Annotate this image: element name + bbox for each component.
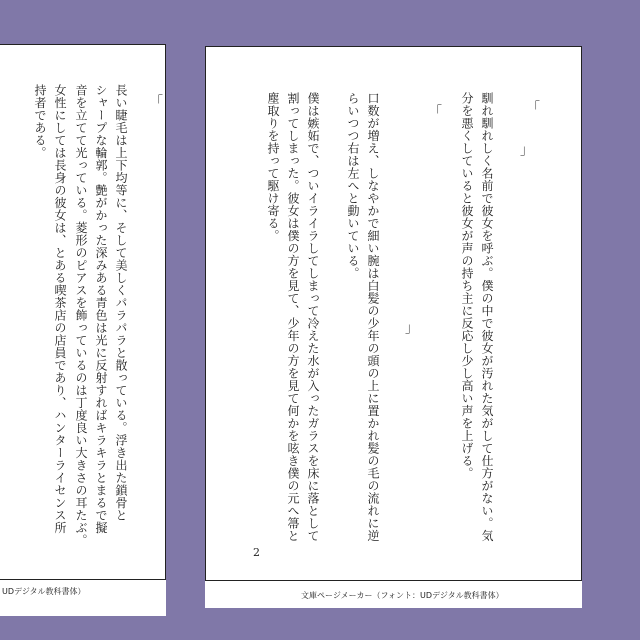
right-block1-line-1: 馴れ馴れしく名前で彼女を呼ぶ。僕の中で彼女が汚れた気がして仕方がない。気 xyxy=(480,92,494,542)
right-block3-line-1: 僕は嫉妬で、ついイライラしてしまって冷えた水が入ったガラスを床に落として xyxy=(306,92,320,542)
left-open-bracket: 「 xyxy=(150,95,164,110)
right-page-bottom-rule xyxy=(205,580,582,581)
right-block2-line-1: 口数が増え、しなやかで細い腕は白髪の少年の頭の上に置かれ髪の毛の流れに逆 xyxy=(366,92,380,542)
left-page-bottom-rule xyxy=(0,579,166,580)
left-paragraph-line-3: 音を立てて光っている。菱形のピアスを飾っているのは丁度良い大きさの耳たぶ。 xyxy=(74,84,88,547)
right-block3-line-3: 塵取りを持って駆け寄る。 xyxy=(266,92,280,242)
right-close-bracket-1: 」 xyxy=(520,143,534,158)
right-open-bracket-2: 「 xyxy=(429,105,443,120)
left-paragraph-line-2: シャープな輪郭。艶がかった深みある青色は光に反射すればキラキラとまるで擬 xyxy=(94,84,108,534)
page-number: 2 xyxy=(253,546,260,559)
left-paragraph-line-1: 長い睫毛は上下均等に、そして美しくパラパラと散っている。浮き出た鎖骨と xyxy=(114,84,128,522)
left-page-footer: UDデジタル教科書体） xyxy=(2,587,86,596)
right-page-right-rule xyxy=(581,46,582,581)
right-close-bracket-2: 」 xyxy=(405,321,419,336)
right-page-left-rule xyxy=(205,46,206,581)
right-page-footer: 文庫ページメーカー（フォント：UDデジタル教科書体） xyxy=(301,591,504,600)
right-block3-line-2: 割ってしまった。彼女は僕の方を見て、少年の方を見て何かを呟き僕の元へ箒と xyxy=(286,92,300,542)
right-open-bracket-1: 「 xyxy=(527,101,541,116)
left-paragraph-line-5: 持者である。 xyxy=(33,84,47,159)
right-block2-line-2: らいつつ右は左へと動いている。 xyxy=(346,92,360,280)
left-paragraph-line-4: 女性にしては長身の彼女は、とある喫茶店の店員であり、ハンターライセンス所 xyxy=(53,84,67,534)
right-page xyxy=(205,46,582,608)
left-page xyxy=(0,44,166,616)
left-page-right-rule xyxy=(165,44,166,580)
left-page-top-rule xyxy=(0,44,166,45)
right-block1-line-2: 分を悪くしていると彼女が声の持ち主に反応し少し高い声を上げる。 xyxy=(460,92,474,480)
right-page-top-rule xyxy=(205,46,582,47)
